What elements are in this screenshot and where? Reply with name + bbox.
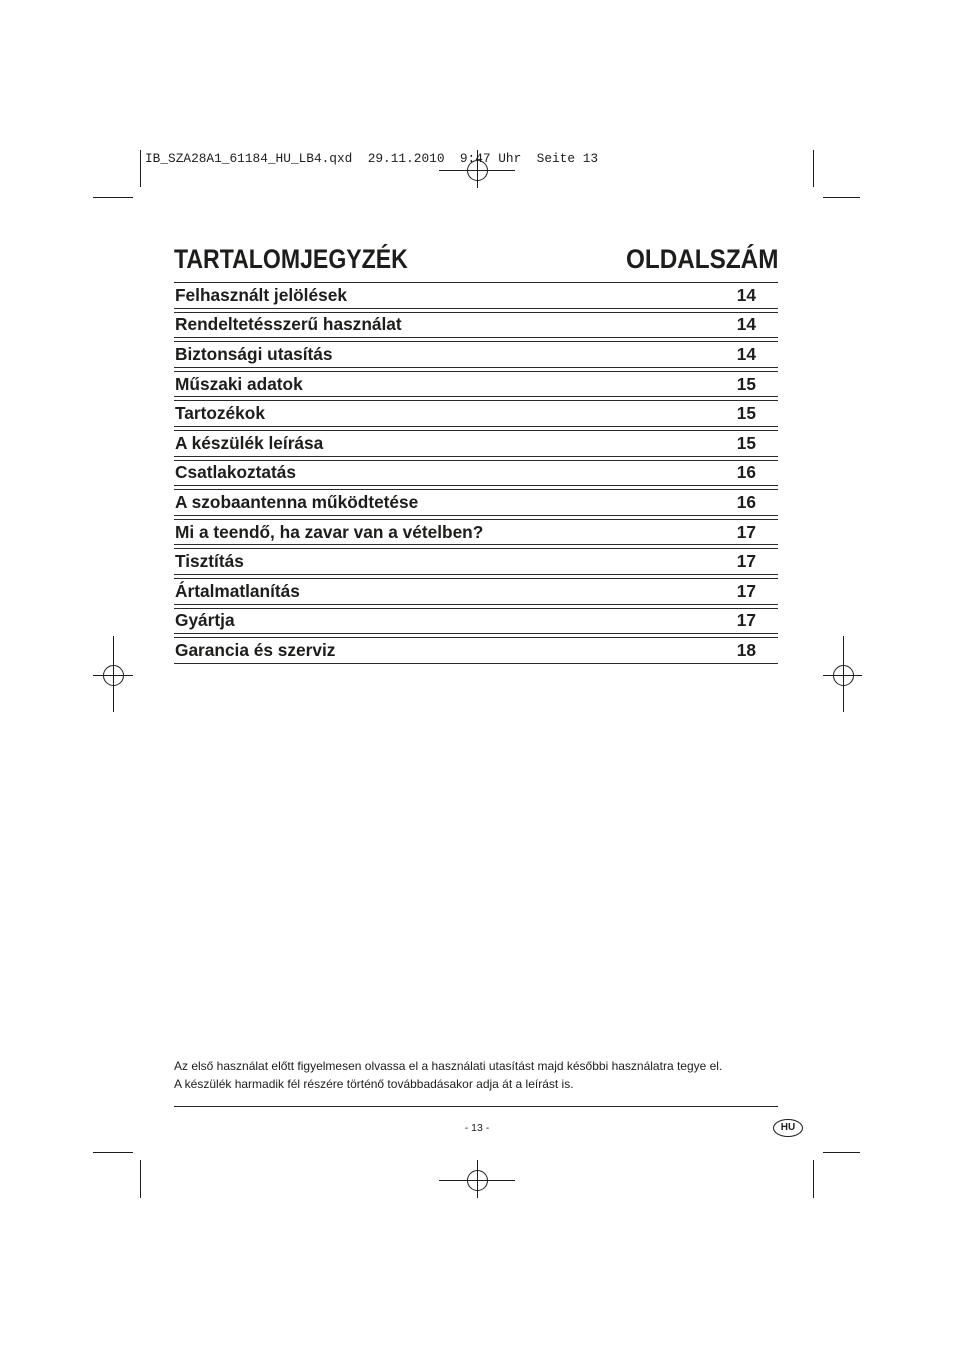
toc-entry: [174, 341, 778, 368]
toc-entry-label: Ártalmatlanítás: [175, 580, 300, 601]
toc-entry: [174, 430, 778, 457]
toc-entry-page: 14: [736, 343, 756, 364]
toc-entry-page: 14: [736, 314, 756, 335]
toc-entry-label: Felhasznált jelölések: [175, 284, 347, 305]
usage-notes: [174, 1057, 778, 1093]
toc-entry-label: A szobaantenna működtetése: [175, 491, 419, 512]
toc-entry-page: 15: [736, 373, 756, 394]
toc-entry-page: 15: [736, 432, 756, 453]
language-badge: HU: [773, 1119, 803, 1137]
toc-entry-page: 18: [736, 639, 756, 660]
toc-page-column-header: OLDALSZÁM: [625, 244, 778, 274]
usage-note-line: A készülék harmadik fél részére történő továbbadásakor adja át a leírást is.: [174, 1077, 574, 1091]
toc-entry-label: Garancia és szerviz: [175, 639, 336, 660]
toc-entry: [174, 489, 778, 516]
usage-note-line: Az első használat előtt figyelmesen olvassa el a használati utasítást majd későbbi használatra tegye el.: [174, 1059, 723, 1073]
print-slug-line: IB_SZA28A1_61184_HU_LB4.qxd 29.11.2010 9:47 Uhr Seite 13: [145, 151, 599, 166]
toc-entry-page: 14: [736, 284, 756, 305]
toc-entry-page: 17: [736, 610, 756, 631]
toc-title: TARTALOMJEGYZÉK: [174, 244, 408, 274]
page-number: - 13 -: [464, 1122, 490, 1134]
toc-entry: [174, 460, 778, 487]
toc-entry-label: Rendeltetésszerű használat: [175, 314, 402, 335]
toc-entry: [174, 312, 778, 339]
toc-entry-page: 16: [736, 491, 756, 512]
toc-entry: [174, 371, 778, 398]
toc-entry-label: Tisztítás: [175, 551, 244, 572]
toc-entry-label: Biztonsági utasítás: [175, 343, 333, 364]
toc-entry-page: 17: [736, 551, 756, 572]
toc-entry: [174, 608, 778, 635]
toc-entry-label: Gyártja: [175, 610, 235, 631]
toc-entry: [174, 400, 778, 427]
toc-entry-label: Mi a teendő, ha zavar van a vételben?: [175, 521, 484, 542]
toc-entry: [174, 637, 778, 664]
toc-entry: [174, 548, 778, 575]
toc-entry-label: Csatlakoztatás: [175, 462, 297, 483]
registration-mark-left: [93, 636, 133, 712]
toc-entry: [174, 578, 778, 605]
registration-mark-right: [823, 636, 862, 712]
toc-entry-page: 16: [736, 462, 756, 483]
toc-entry-label: Tartozékok: [175, 403, 265, 424]
toc-entry: [174, 519, 778, 546]
footer-divider: [174, 1106, 778, 1107]
toc-entry-page: 17: [736, 521, 756, 542]
toc-list: [174, 282, 778, 667]
toc-entry-label: Műszaki adatok: [175, 373, 303, 394]
toc-entry-label: A készülék leírása: [175, 432, 324, 453]
toc-entry-page: 15: [736, 403, 756, 424]
toc-entry: [174, 282, 778, 309]
registration-mark-bottom: [439, 1160, 515, 1198]
toc-entry-page: 17: [736, 580, 756, 601]
